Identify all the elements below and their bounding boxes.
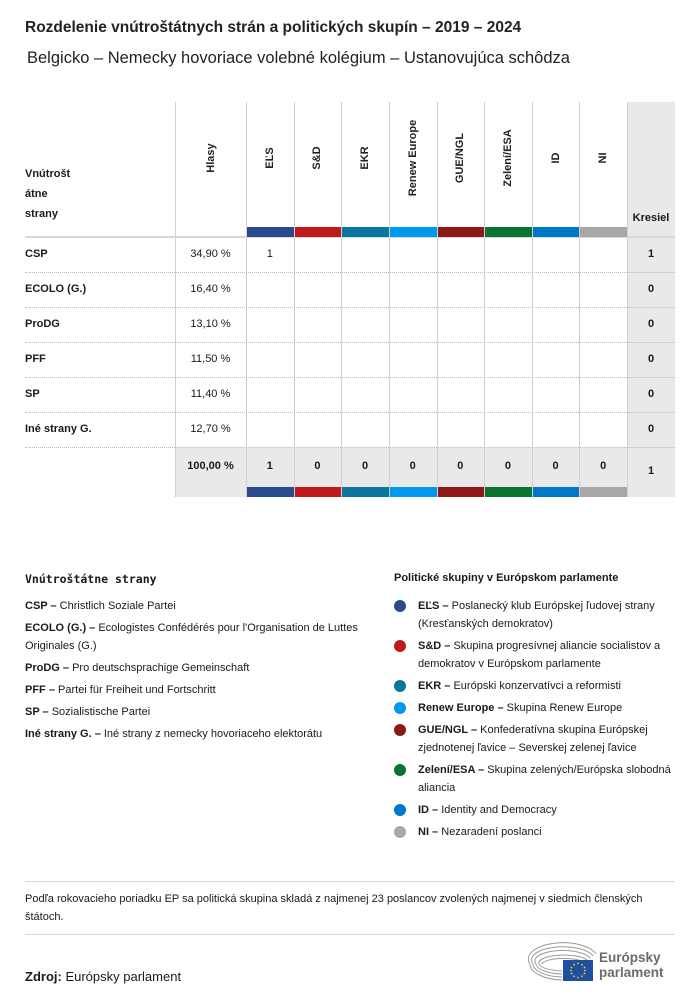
votes-cell: 12,70 % (190, 423, 231, 435)
group-total: 0 (600, 460, 607, 472)
seats-row-divider (627, 447, 675, 448)
seats-row-divider (627, 342, 675, 343)
group-color-bar (580, 487, 627, 497)
group-total: 0 (362, 460, 369, 472)
group-legend-item (394, 823, 684, 841)
row-divider (25, 272, 627, 273)
group-total: 1 (266, 460, 273, 472)
group-color-bar (390, 487, 437, 497)
seats-total-cell: 0 (647, 353, 655, 365)
group-abbr: EĽS – (418, 600, 449, 612)
votes-header: Hlasy (204, 143, 217, 173)
seats-total-cell: 1 (647, 248, 655, 260)
group-abbr: NI – (418, 826, 439, 838)
votes-cell: 16,40 % (190, 283, 231, 295)
party-full-name: Pro deutschsprachige Gemeinschaft (72, 662, 250, 674)
group-color-bar (580, 227, 627, 237)
votes-cell: 13,10 % (190, 318, 231, 330)
seats-header: Kresiel (632, 212, 670, 224)
column-divider (175, 102, 176, 497)
row-divider (25, 377, 627, 378)
group-abbr: EKR – (418, 680, 451, 692)
group-header: EĽS (263, 147, 276, 169)
group-color-bar (533, 227, 580, 237)
votes-cell: 34,90 % (190, 248, 231, 260)
seat-cell: 1 (266, 248, 273, 260)
divider (25, 934, 675, 935)
party-full-name: Iné strany z nemecky hovoriaceho elektorátu (103, 728, 323, 740)
column-divider (532, 102, 533, 497)
source (25, 969, 181, 984)
party-legend-item (25, 681, 375, 699)
column-divider (294, 102, 295, 497)
party-abbr: Iné strany G. – (25, 728, 101, 740)
seats-row-divider (627, 272, 675, 273)
party-legend-item (25, 703, 375, 721)
party-name: CSP (25, 248, 48, 260)
group-color-bar (295, 227, 342, 237)
group-total: 0 (552, 460, 559, 472)
group-color-dot-icon (394, 764, 406, 776)
group-color-bar (438, 227, 485, 237)
group-legend-item (394, 761, 684, 797)
group-color-bar (247, 227, 294, 237)
group-color-bar (247, 487, 294, 497)
group-header: S&D (311, 146, 324, 170)
group-total: 0 (409, 460, 416, 472)
column-divider (341, 102, 342, 497)
group-color-bar (485, 487, 532, 497)
votes-cell: 11,50 % (190, 353, 231, 365)
group-legend-item (394, 699, 684, 717)
group-abbr: GUE/NGL – (418, 724, 478, 736)
parties-legend-title: Vnútroštátne strany (25, 572, 157, 586)
party-abbr: SP – (25, 706, 49, 718)
group-color-dot-icon (394, 804, 406, 816)
seats-total-cell: 0 (647, 423, 655, 435)
column-divider (627, 102, 628, 497)
seats-total-cell: 0 (647, 388, 655, 400)
seats-row-divider (627, 307, 675, 308)
group-legend-item (394, 677, 684, 695)
footnote: Podľa rokovacieho poriadku EP sa politická skupina skladá z najmenej 23 poslancov zvolených najmenej v siedmich členských štátoch. (25, 893, 643, 923)
source-value: Európsky parlament (65, 969, 182, 984)
group-color-dot-icon (394, 724, 406, 736)
group-full-name: Identity and Democracy (441, 804, 557, 816)
party-name: Iné strany G. (25, 423, 92, 435)
group-full-name: Skupina zelených/Európska slobodná aliancia (418, 764, 671, 794)
party-name: ECOLO (G.) (25, 283, 87, 295)
group-abbr: S&D – (418, 640, 451, 652)
group-total: 0 (457, 460, 464, 472)
group-abbr: ID – (418, 804, 439, 816)
seats-grand-total: 1 (647, 465, 655, 477)
row-divider (25, 447, 627, 448)
row-divider (25, 342, 627, 343)
seats-row-divider (627, 377, 675, 378)
party-legend-item (25, 659, 375, 677)
group-header: Renew Europe (406, 119, 419, 197)
party-full-name: Ecologistes Confédérés pour l'Organisation de Luttes Originales (G.) (25, 622, 358, 652)
column-divider (389, 102, 390, 497)
party-name: SP (25, 388, 40, 400)
group-total: 0 (314, 460, 321, 472)
party-full-name: Christlich Soziale Partei (59, 600, 176, 612)
parties-legend (25, 597, 375, 747)
party-abbr: ProDG – (25, 662, 70, 674)
column-divider (579, 102, 580, 497)
group-header: Zelení/ESA (501, 129, 514, 187)
group-legend-item (394, 721, 684, 757)
party-name: ProDG (25, 318, 60, 330)
group-total: 0 (504, 460, 511, 472)
page-subtitle: Belgicko – Nemecky hovoriace volebné kolégium – Ustanovujúca schôdza (27, 49, 570, 67)
column-divider (437, 102, 438, 497)
group-full-name: Konfederatívna skupina Európskej zjednotenej ľavice – Severskej zelenej ľavice (418, 724, 648, 754)
group-full-name: Poslanecký klub Európskej ľudovej strany (Kresťanských demokratov) (418, 600, 655, 630)
seats-column-bg (627, 102, 675, 497)
party-abbr: CSP – (25, 600, 57, 612)
party-abbr: PFF – (25, 684, 55, 696)
groups-legend (394, 597, 684, 845)
ep-logo-text: Európsky parlament (599, 950, 664, 980)
group-color-dot-icon (394, 600, 406, 612)
party-full-name: Partei für Freiheit und Fortschritt (58, 684, 216, 696)
group-full-name: Európski konzervatívci a reformisti (453, 680, 621, 692)
seats-row-divider (627, 412, 675, 413)
group-legend-item (394, 801, 684, 819)
groups-legend-title: Politické skupiny v Európskom parlamente (394, 572, 619, 584)
page-title: Rozdelenie vnútroštátnych strán a politických skupín – 2019 – 2024 (25, 19, 522, 36)
group-color-bar (438, 487, 485, 497)
row-divider (25, 307, 627, 308)
divider (25, 881, 675, 882)
party-legend-item (25, 619, 375, 655)
group-color-dot-icon (394, 826, 406, 838)
group-abbr: Zelení/ESA – (418, 764, 485, 776)
row-header: Vnútrošt átne strany (25, 168, 71, 220)
row-divider (25, 412, 627, 413)
group-legend-item (394, 637, 684, 673)
group-header: NI (597, 152, 610, 164)
group-full-name: Nezaradení poslanci (441, 826, 542, 838)
group-header: EKR (359, 146, 372, 170)
party-full-name: Sozialistische Partei (51, 706, 151, 718)
group-legend-item (394, 597, 684, 633)
group-color-bar (342, 227, 389, 237)
group-color-bar (342, 487, 389, 497)
votes-cell: 11,40 % (190, 388, 231, 400)
column-divider (246, 102, 247, 497)
party-name: PFF (25, 353, 46, 365)
group-color-bar (533, 487, 580, 497)
group-color-bar (295, 487, 342, 497)
group-header: GUE/NGL (454, 132, 467, 184)
group-color-dot-icon (394, 680, 406, 692)
party-legend-item (25, 597, 375, 615)
seats-total-cell: 0 (647, 318, 655, 330)
group-abbr: Renew Europe – (418, 702, 504, 714)
group-header: ID (549, 152, 562, 164)
group-color-dot-icon (394, 640, 406, 652)
column-divider (484, 102, 485, 497)
group-full-name: Skupina Renew Europe (506, 702, 623, 714)
party-abbr: ECOLO (G.) – (25, 622, 96, 634)
group-color-bar (485, 227, 532, 237)
party-legend-item (25, 725, 375, 743)
votes-total: 100,00 % (187, 460, 234, 472)
group-full-name: Skupina progresívnej aliancie socialistov a demokratov v Európskom parlamente (418, 640, 661, 670)
seats-total-cell: 0 (647, 283, 655, 295)
group-color-bar (390, 227, 437, 237)
source-label: Zdroj: (25, 969, 62, 984)
group-color-dot-icon (394, 702, 406, 714)
